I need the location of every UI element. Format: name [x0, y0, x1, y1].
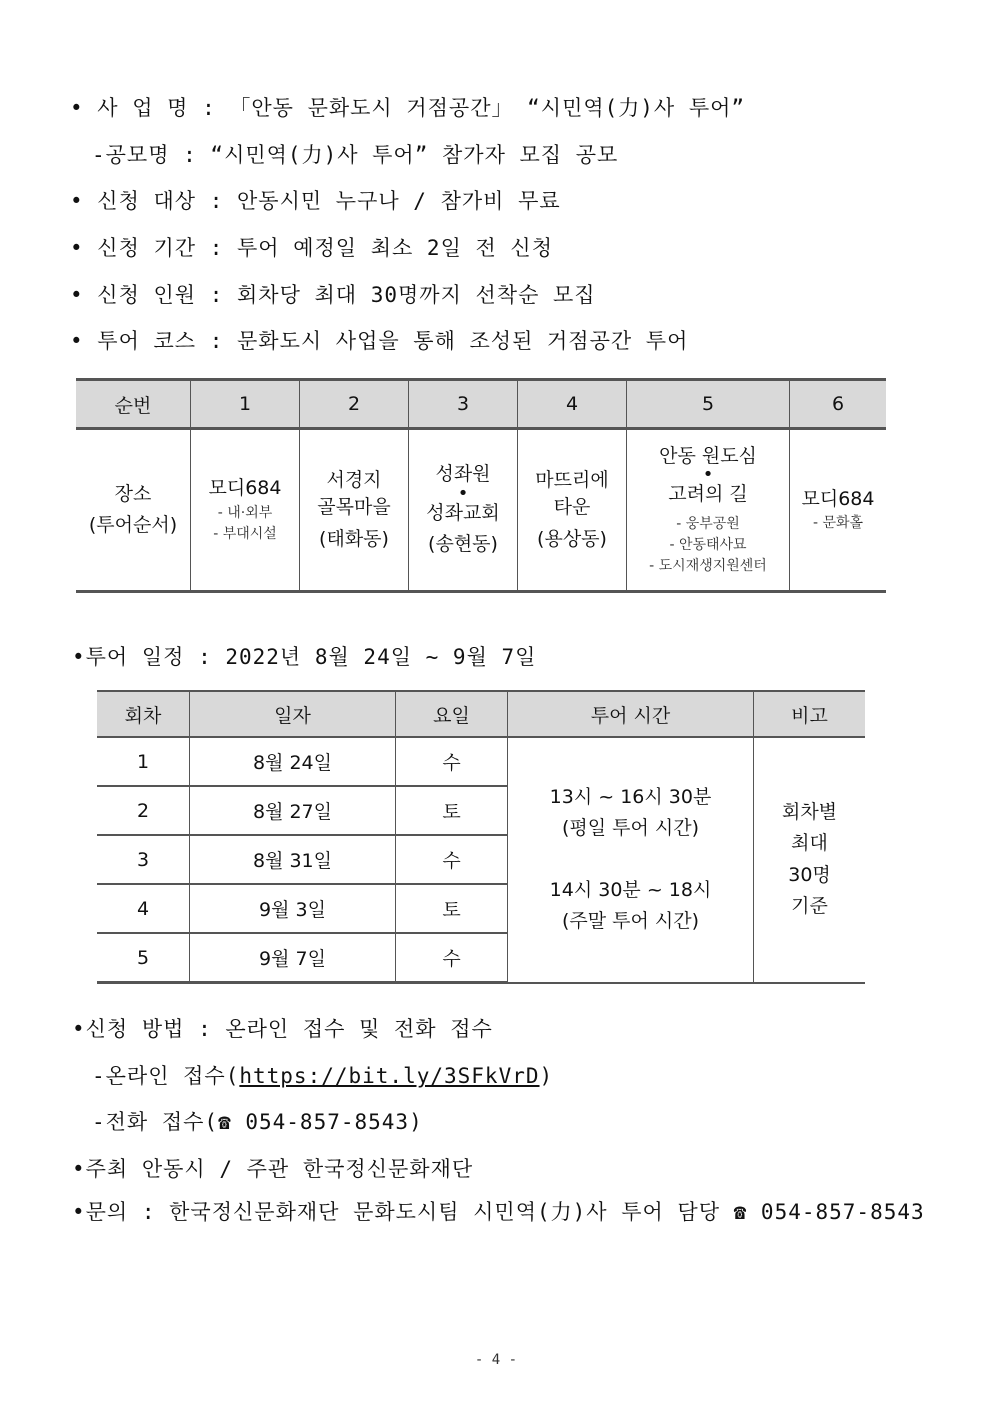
course-table [76, 378, 886, 593]
note-text: 최대 [791, 832, 828, 855]
place-cell-5 [627, 429, 790, 592]
note-cell [754, 737, 866, 983]
place-detail: - 부대시설 [213, 525, 277, 542]
table-row [97, 737, 865, 786]
place-cell-4 [518, 429, 627, 592]
row-label-text: (투어순서) [88, 514, 178, 536]
project-name-line: • 사 업 명 : 「안동 문화도시 거점공간」 “시민역(力)사 투어” [70, 96, 746, 120]
course-line: • 투어 코스 : 문화도시 사업을 통해 조성된 거점공간 투어 [70, 329, 689, 353]
place-name: 모디684 [801, 487, 875, 510]
schedule-header-cell: 일자 [190, 691, 396, 737]
host-line: •주최 안동시 / 주관 한국정신문화재단 [72, 1157, 474, 1181]
course-header-cell: 5 [627, 380, 790, 429]
place-detail: - 안동태사묘 [669, 537, 747, 554]
course-header-cell: 3 [409, 380, 518, 429]
weekend-time: 14시 30분 ~ 18시 [549, 878, 712, 901]
schedule-header-cell: 투어 시간 [508, 691, 754, 737]
course-header-cell: 순번 [76, 380, 191, 429]
note-text: 기준 [791, 895, 828, 918]
round-cell: 1 [97, 737, 190, 786]
place-name: 성좌교회 [426, 501, 500, 524]
separator-dot: • [702, 464, 714, 486]
weekday-cell: 수 [396, 835, 508, 884]
online-apply-line [92, 1060, 553, 1090]
date-cell: 8월 27일 [190, 786, 396, 835]
place-name: 안동 원도심 [659, 444, 757, 467]
course-header-cell: 4 [518, 380, 627, 429]
place-name: 고려의 길 [668, 482, 748, 505]
place-detail: - 내·외부 [217, 504, 273, 521]
schedule-header-cell: 비고 [754, 691, 866, 737]
course-header-cell: 6 [790, 380, 887, 429]
weekday-cell: 토 [396, 884, 508, 933]
place-detail: - 웅부공원 [676, 516, 740, 533]
schedule-header-cell: 회차 [97, 691, 190, 737]
weekday-time-note: (평일 투어 시간) [561, 817, 700, 840]
place-cell-2 [300, 429, 409, 592]
place-name: 타운 [553, 496, 591, 519]
weekday-cell: 수 [396, 737, 508, 786]
place-cell-3 [409, 429, 518, 592]
schedule-header-cell: 요일 [396, 691, 508, 737]
place-name: 마뜨리에 [535, 468, 609, 491]
inquiry-line: •문의 : 한국정신문화재단 문화도시팀 시민역(力)사 투어 담당 ☎ 054-857-8543 [72, 1200, 925, 1224]
schedule-header-row [97, 691, 865, 737]
place-name: 서경지 [326, 468, 382, 491]
contest-name-line: -공모명 : “시민역(力)사 투어” 참가자 모집 공모 [92, 143, 619, 167]
round-cell: 2 [97, 786, 190, 835]
online-apply-prefix: -온라인 접수( [92, 1064, 240, 1088]
place-name: 모디684 [208, 477, 282, 500]
place-name: 성좌원 [435, 463, 491, 486]
course-header-cell: 2 [300, 380, 409, 429]
note-text: 회차별 [781, 801, 838, 824]
round-cell: 5 [97, 933, 190, 983]
page-number: - 4 - [474, 1352, 518, 1368]
date-cell: 9월 3일 [190, 884, 396, 933]
target-line: • 신청 대상 : 안동시민 누구나 / 참가비 무료 [70, 189, 561, 213]
date-cell: 8월 31일 [190, 835, 396, 884]
note-text: 30명 [788, 863, 831, 886]
course-place-row [76, 429, 886, 592]
round-cell: 4 [97, 884, 190, 933]
place-detail: - 도시재생지원센터 [649, 558, 767, 575]
date-cell: 8월 24일 [190, 737, 396, 786]
date-cell: 9월 7일 [190, 933, 396, 983]
place-detail: - 문화홀 [812, 515, 864, 532]
row-label-text: 장소 [114, 482, 152, 505]
place-cell-6 [790, 429, 887, 592]
place-cell-1 [191, 429, 300, 592]
place-location: (태화동) [319, 527, 389, 550]
apply-method-line: •신청 방법 : 온라인 접수 및 전화 접수 [72, 1017, 493, 1041]
weekend-time-note: (주말 투어 시간) [561, 910, 700, 933]
place-name: 골목마을 [317, 496, 391, 519]
phone-apply-line: -전화 접수(☎ 054-857-8543) [92, 1110, 423, 1134]
online-apply-suffix: ) [539, 1064, 554, 1088]
separator-dot: • [457, 482, 469, 504]
weekday-cell: 토 [396, 786, 508, 835]
schedule-table [97, 690, 865, 984]
tour-time-cell [508, 737, 754, 983]
weekday-cell: 수 [396, 933, 508, 983]
capacity-line: • 신청 인원 : 회차당 최대 30명까지 선착순 모집 [70, 283, 596, 307]
place-row-label [76, 429, 191, 592]
application-link[interactable]: https://bit.ly/3SFkVrD [239, 1064, 540, 1088]
weekday-time: 13시 ~ 16시 30분 [549, 786, 712, 809]
place-location: (용상동) [537, 527, 607, 550]
round-cell: 3 [97, 835, 190, 884]
course-header-row [76, 380, 886, 429]
period-line: • 신청 기간 : 투어 예정일 최소 2일 전 신청 [70, 236, 554, 260]
place-location: (송현동) [428, 533, 498, 556]
schedule-title: •투어 일정 : 2022년 8월 24일 ~ 9월 7일 [72, 645, 537, 669]
course-header-cell: 1 [191, 380, 300, 429]
